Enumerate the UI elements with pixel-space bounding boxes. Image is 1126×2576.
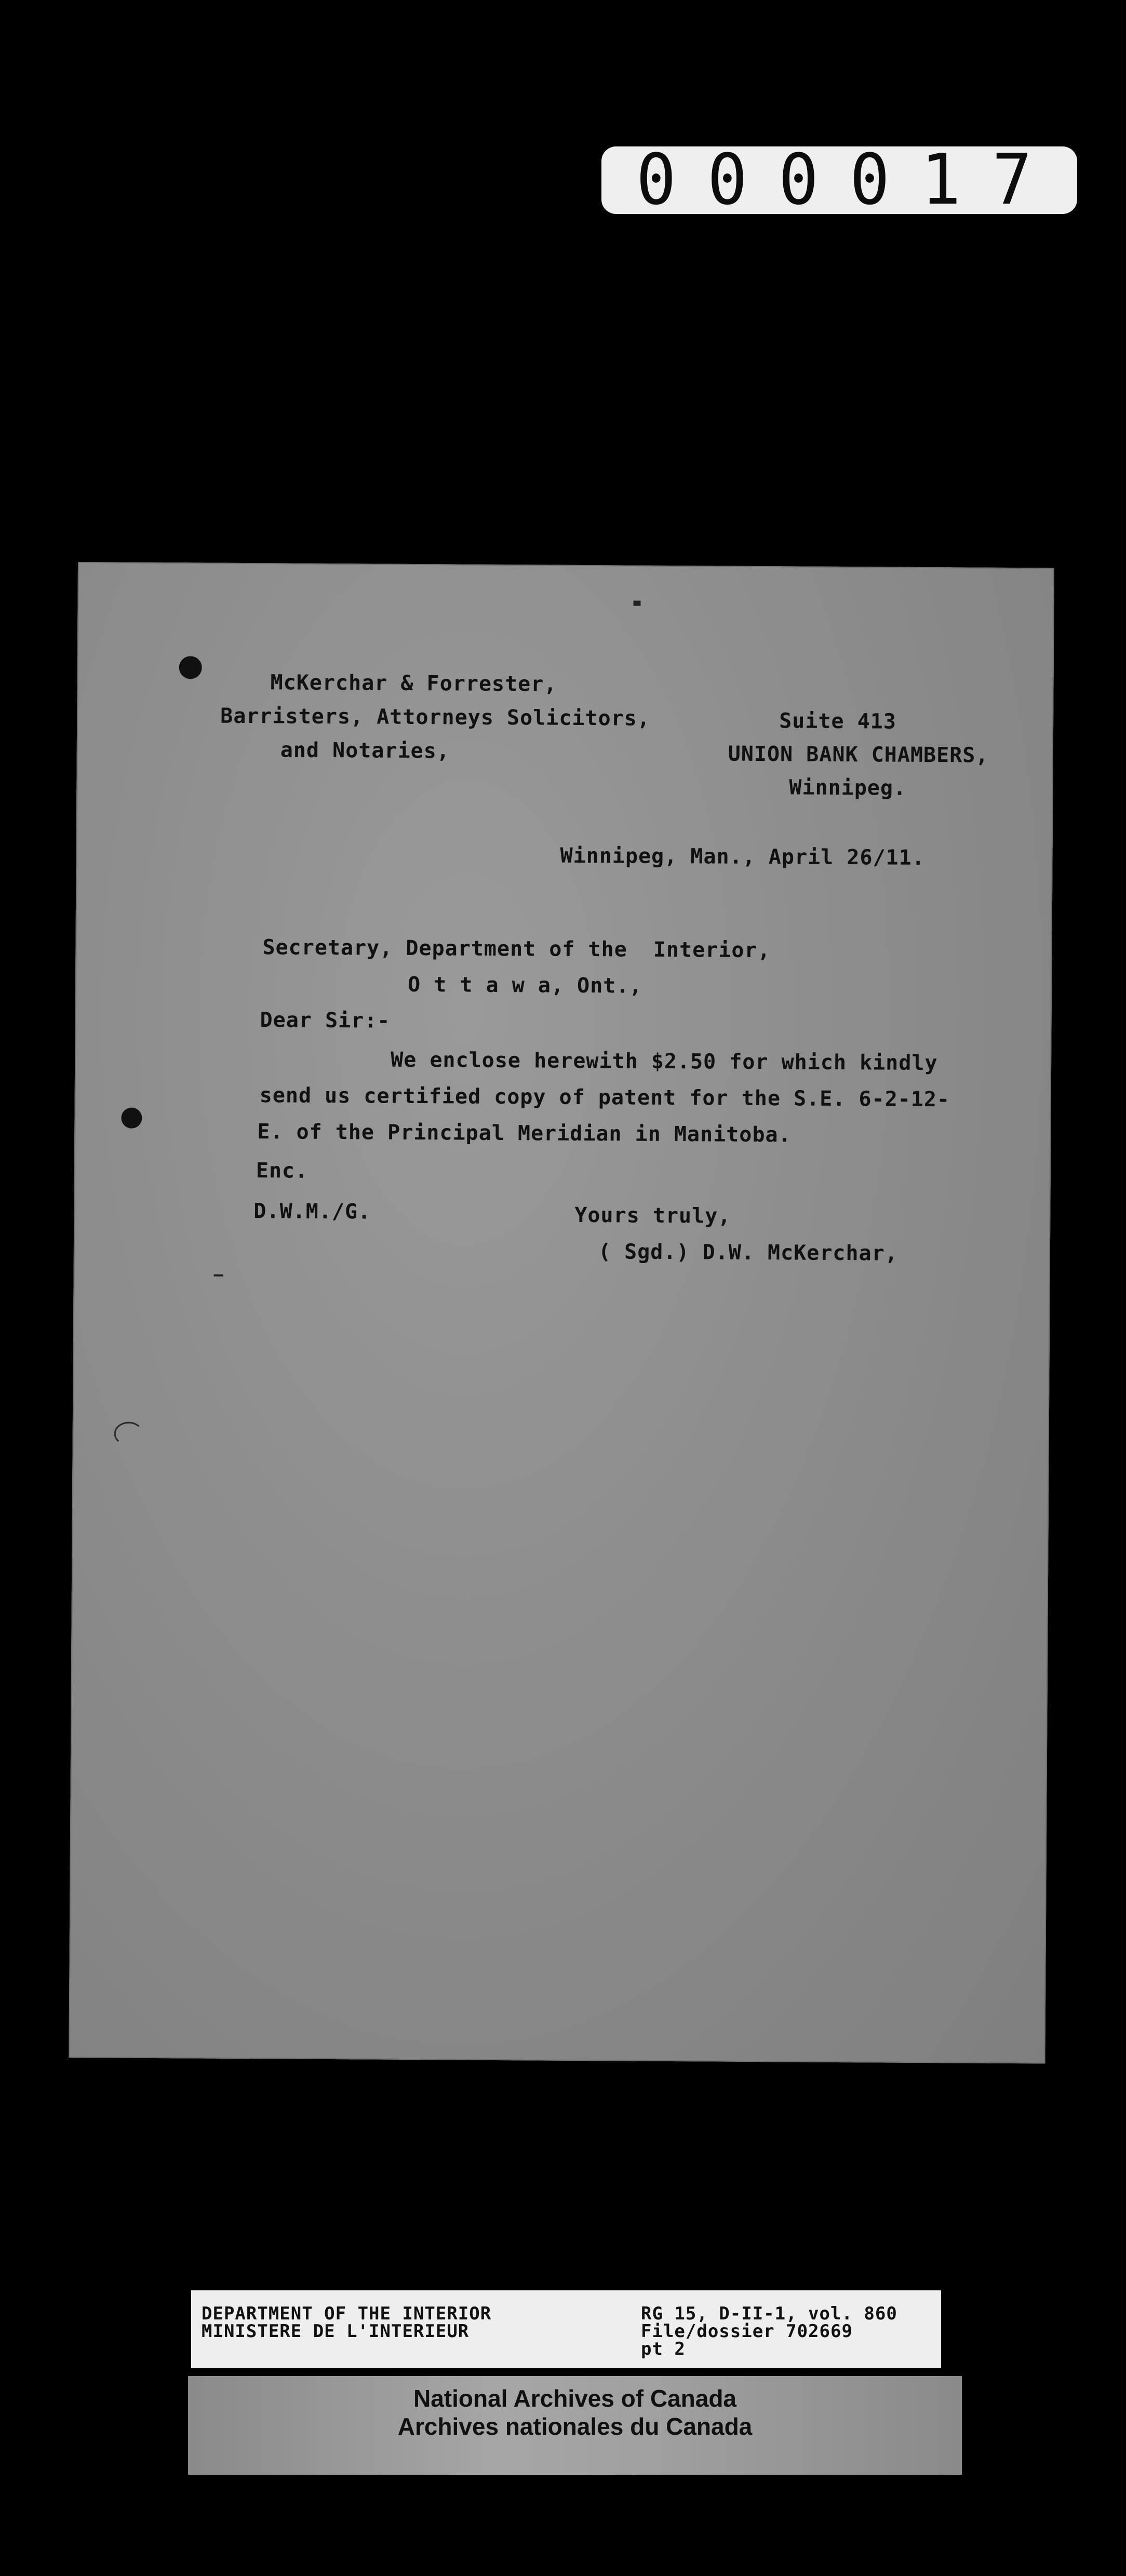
- punch-hole-top: [179, 656, 202, 679]
- ink-mark: [214, 1274, 223, 1277]
- closing: Yours truly,: [574, 1203, 731, 1228]
- recipient-line: Secretary, Department of the Interior,: [262, 935, 771, 963]
- archive-footer: [188, 2376, 962, 2475]
- salutation: Dear Sir:-: [260, 1008, 391, 1033]
- ink-mark: [634, 601, 641, 606]
- record-group-ref: RG 15, D-II-1, vol. 860: [641, 2303, 897, 2324]
- nac-french: Archives nationales du Canada: [397, 2413, 753, 2440]
- frame-number: 000017: [636, 139, 1064, 221]
- department-french: MINISTERE DE L'INTERIEUR: [202, 2321, 470, 2342]
- punch-hole-faint: [114, 1421, 143, 1445]
- date-line: Winnipeg, Man., April 26/11.: [560, 843, 925, 870]
- firm-name: McKerchar & Forrester,: [270, 670, 557, 696]
- body-line: E. of the Principal Meridian in Manitoba.: [257, 1120, 792, 1147]
- building-name: UNION BANK CHAMBERS,: [728, 742, 989, 768]
- punch-hole-middle: [121, 1108, 142, 1129]
- city: Winnipeg.: [789, 775, 907, 800]
- recipient-city: O t t a w a, Ont.,: [407, 972, 642, 998]
- file-ref: File/dossier 702669: [641, 2321, 853, 2342]
- body-line: We enclose herewith $2.50 for which kindly: [391, 1048, 938, 1076]
- nac-english: National Archives of Canada: [413, 2385, 736, 2412]
- enclosure-note: Enc.: [256, 1159, 309, 1183]
- body-line: send us certified copy of patent for the S.E. 6-2-12-: [259, 1083, 950, 1112]
- initials: D.W.M./G.: [253, 1199, 371, 1224]
- department-english: DEPARTMENT OF THE INTERIOR: [202, 2303, 492, 2324]
- part-ref: pt 2: [641, 2339, 686, 2359]
- firm-description: Barristers, Attorneys Solicitors,: [220, 704, 651, 731]
- signature: ( Sgd.) D.W. McKerchar,: [598, 1240, 898, 1266]
- letter-sheet: [69, 562, 1054, 2063]
- archive-label: [191, 2290, 941, 2368]
- frame-number-label: [601, 139, 1077, 221]
- firm-description-line3: and Notaries,: [280, 738, 450, 763]
- suite-number: Suite 413: [779, 709, 897, 734]
